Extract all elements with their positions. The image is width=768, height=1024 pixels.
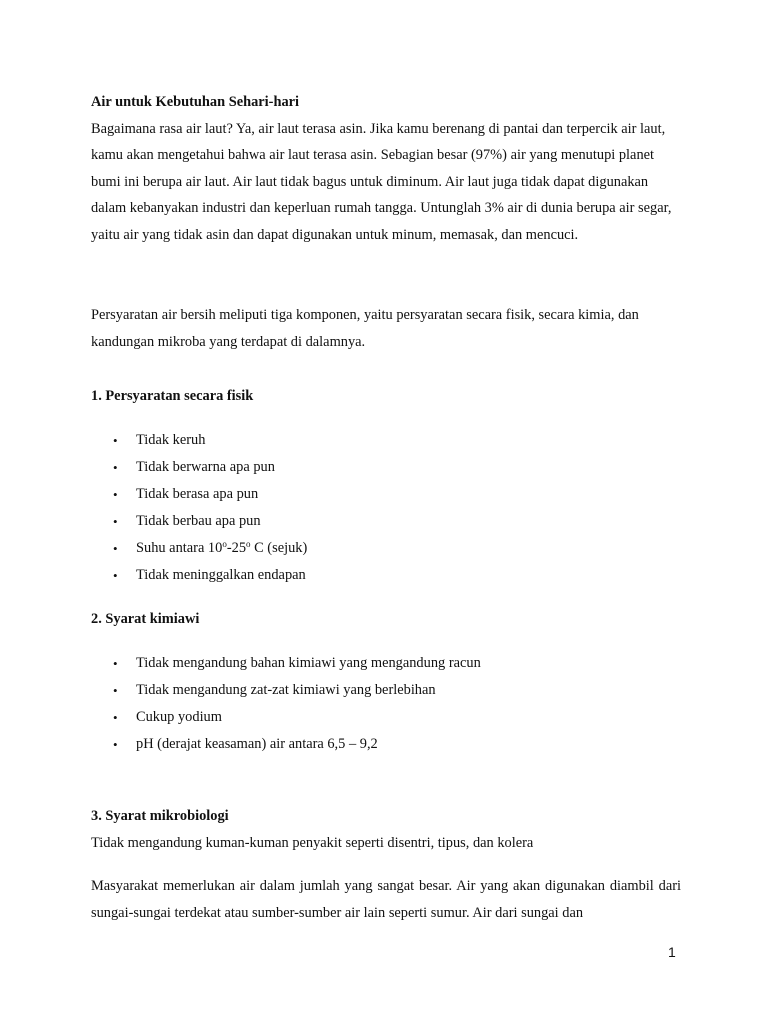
intro-paragraph: Bagaimana rasa air laut? Ya, air laut terasa asin. Jika kamu berenang di pantai dan terpercik air laut, kamu akan mengetahui bahwa air laut terasa asin. Sebagian besar (97%) air yang menutupi planet bumi ini berupa air laut. Air laut tidak bagus untuk diminum. Air laut juga tidak dapat digunakan dalam kebanyakan industri dan keperluan rumah tangga. Untunglah 3% air di dunia berupa air segar, yaitu air yang tidak asin dan dapat digunakan untuk minum, memasak, dan mencuci. (91, 120, 672, 243)
section-3-text: Tidak mengandung kuman-kuman penyakit seperti disentri, tipus, dan kolera (91, 834, 534, 851)
closing-paragraph: Masyarakat memerlukan air dalam jumlah yang sangat besar. Air yang akan digunakan diambil dari sungai-sungai terdekat atau sumber-sumber air lain seperti sumur. Air dari sungai dan (91, 878, 681, 921)
degree-sup-1: o (222, 539, 227, 549)
chemical-requirements-list (91, 650, 681, 758)
physical-requirements-list-wrap (91, 427, 681, 589)
section-chemical (91, 606, 681, 633)
section-physical (91, 383, 681, 410)
list-item: • Tidak berasa apa pun (91, 481, 681, 508)
section-1-heading: 1. Persyaratan secara fisik (91, 388, 254, 404)
temp-mid: -25 (226, 540, 247, 556)
intro-section (91, 89, 681, 249)
chemical-requirements-list-wrap (91, 650, 681, 758)
list-item: • Tidak meninggalkan endapan (91, 562, 681, 589)
section-2-heading: 2. Syarat kimiawi (91, 611, 200, 627)
degree-sup-2: o (246, 539, 251, 549)
requirements-paragraph: Persyaratan air bersih meliputi tiga komponen, yaitu persyaratan secara fisik, secara kimia, dan kandungan mikroba yang terdapat di dalamnya. (91, 307, 639, 350)
document-title: Air untuk Kebutuhan Sehari-hari (91, 94, 300, 110)
section-microbiology (91, 803, 681, 856)
list-item-temperature (91, 535, 681, 562)
physical-requirements-list (91, 427, 681, 589)
list-item: • Tidak mengandung bahan kimiawi yang mengandung racun (91, 650, 681, 677)
list-item: • Tidak berwarna apa pun (91, 454, 681, 481)
section-3-heading: 3. Syarat mikrobiologi (91, 808, 229, 824)
temp-prefix: Suhu antara 10 (136, 540, 223, 556)
temp-suffix: C (sejuk) (250, 540, 308, 556)
list-item: • Tidak keruh (91, 427, 681, 454)
list-item: • Tidak berbau apa pun (91, 508, 681, 535)
page-number: 1 (668, 944, 676, 960)
list-item: • Cukup yodium (91, 704, 681, 731)
list-item: • Tidak mengandung zat-zat kimiawi yang berlebihan (91, 677, 681, 704)
requirements-section (91, 302, 681, 355)
closing-section (91, 873, 681, 926)
list-item: • pH (derajat keasaman) air antara 6,5 – 9,2 (91, 731, 681, 758)
